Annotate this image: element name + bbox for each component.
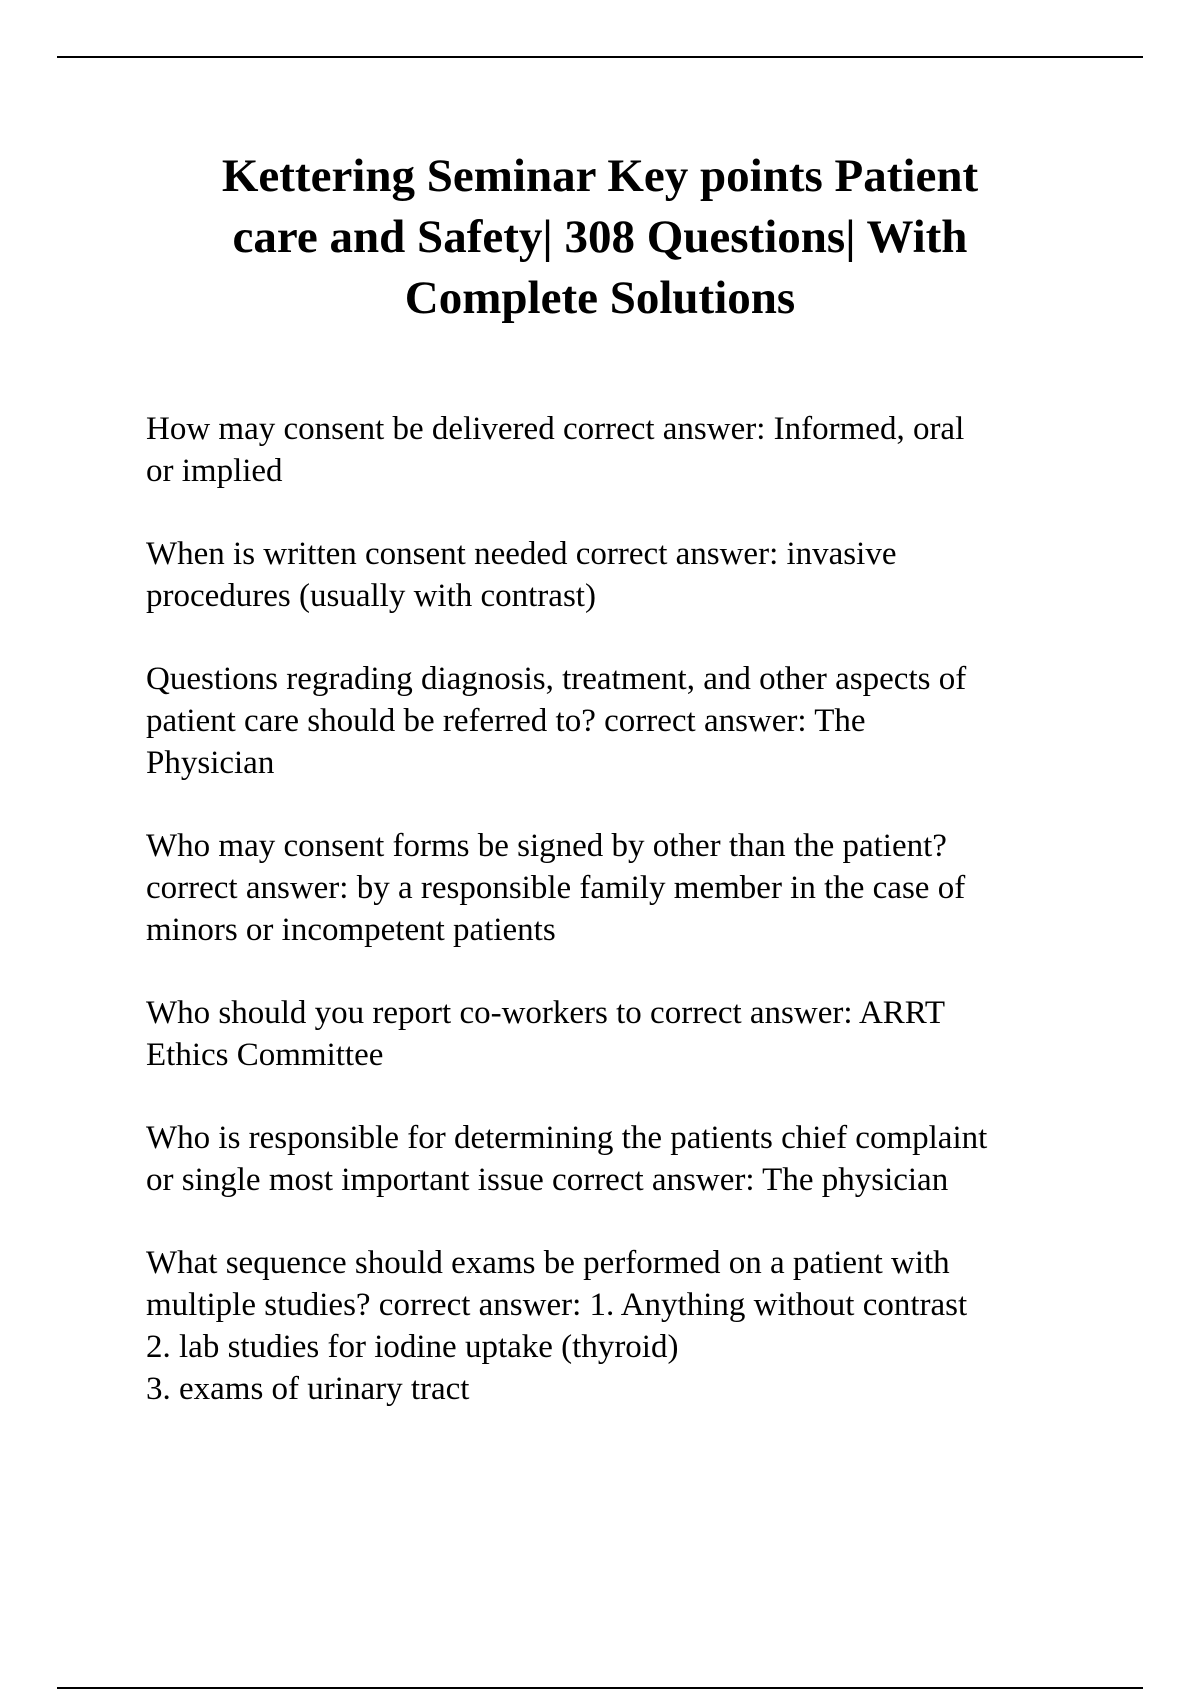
qa-line: 3. exams of urinary tract — [146, 1371, 470, 1407]
qa-line: 2. lab studies for iodine uptake (thyroid) — [146, 1329, 679, 1365]
qa-line: or implied — [146, 453, 283, 489]
qa-line: What sequence should exams be performed on a patient with — [146, 1245, 950, 1281]
qa-item — [146, 1117, 1086, 1201]
qa-item — [146, 825, 1086, 951]
qa-line: minors or incompetent patients — [146, 912, 556, 948]
title-line: Complete Solutions — [404, 272, 796, 324]
top-divider — [57, 56, 1143, 58]
qa-item — [146, 658, 1086, 784]
qa-line: or single most important issue correct answer: The physician — [146, 1162, 949, 1198]
qa-line: correct answer: by a responsible family member in the case of — [146, 870, 966, 906]
qa-line: When is written consent needed correct answer: invasive — [146, 536, 897, 572]
qa-line: How may consent be delivered correct answer: Informed, oral — [146, 411, 965, 447]
qa-list — [146, 408, 1086, 1451]
qa-line: Who is responsible for determining the patients chief complaint — [146, 1120, 988, 1156]
bottom-divider — [57, 1687, 1143, 1689]
qa-line: multiple studies? correct answer: 1. Anything without contrast — [146, 1287, 968, 1323]
title-line: Kettering Seminar Key points Patient — [221, 150, 979, 202]
qa-item — [146, 1242, 1086, 1410]
qa-line: procedures (usually with contrast) — [146, 578, 596, 614]
qa-item — [146, 992, 1086, 1076]
qa-line: Who may consent forms be signed by other than the patient? — [146, 828, 947, 864]
qa-line: Ethics Committee — [146, 1037, 384, 1073]
qa-item — [146, 408, 1086, 492]
qa-line: Who should you report co-workers to correct answer: ARRT — [146, 995, 945, 1031]
qa-line: patient care should be referred to? correct answer: The — [146, 703, 866, 739]
qa-line: Physician — [146, 745, 275, 781]
title-line: care and Safety| 308 Questions| With — [232, 211, 968, 263]
qa-item — [146, 533, 1086, 617]
qa-line: Questions regrading diagnosis, treatment, and other aspects of — [146, 661, 967, 697]
document-title — [140, 146, 1060, 329]
